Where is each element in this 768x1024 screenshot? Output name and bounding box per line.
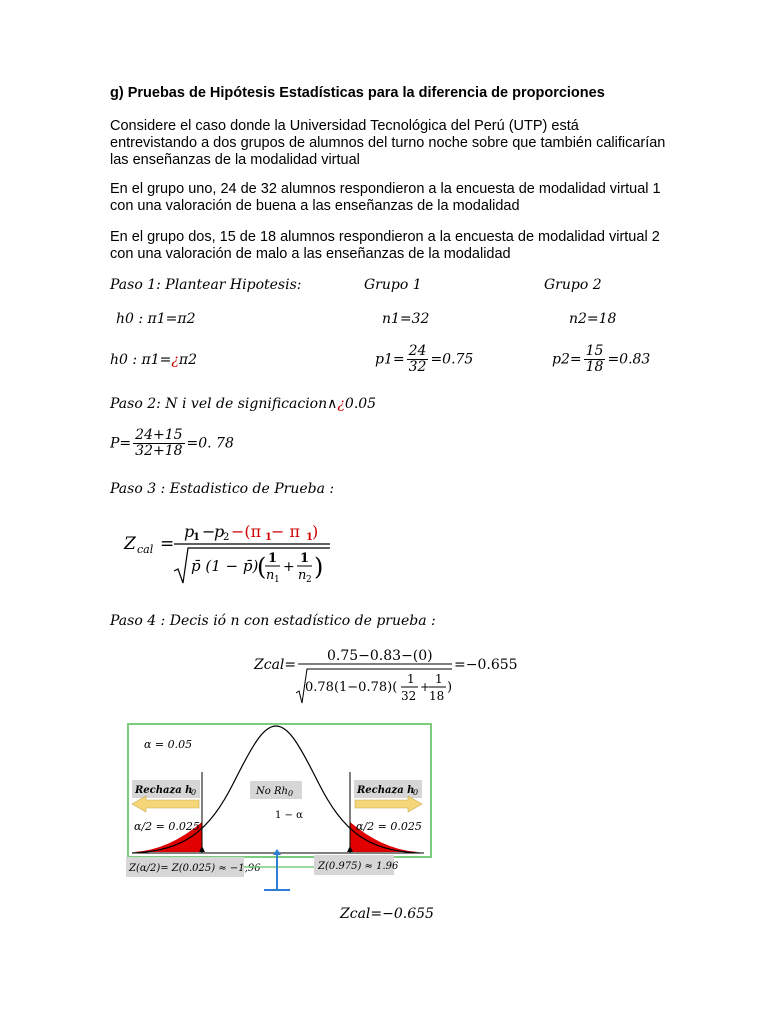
formula-paren-open: ( [257,553,267,581]
group2-line: En el grupo dos, 15 de 18 alumnos respondieron a la encuesta de modalidad virtual 2 [110,229,660,245]
paso1-label: Paso 1: Plantear Hipotesis: [110,277,302,293]
calc-f2-num: 1 [435,672,443,686]
paso2-symbol: ¿ [337,396,345,412]
pooled-numerator: 24+15 [135,427,183,443]
formula-one-a: 1 [268,551,278,566]
intro-line: entrevistando a dos grupos de alumnos del turno noche sobre que también calificarían [110,135,666,151]
calc-den-post: ) [447,680,453,695]
normal-distribution-figure [124,722,434,892]
paso2-right: 0.05 [344,396,377,412]
formula-red-sub2: 1 [306,532,313,543]
p1-equation [375,344,473,375]
p2-lhs: p2= [552,351,582,368]
alt-hypothesis [110,352,197,368]
reject-right-label: Rechaza h [357,785,415,796]
pooled-proportion [110,428,234,459]
group1-line: con una valoración de buena a las enseñanzas de la modalidad [110,198,520,214]
p2-denominator: 18 [585,359,604,375]
p1-rhs: =0.75 [430,351,474,368]
formula-p1: p [184,522,195,541]
no-reject-label: No Rh [256,786,288,797]
calc-f2-den: 18 [429,689,445,703]
pooled-rhs: =0. 78 [186,435,234,452]
calc-lhs: Zcal= [254,657,297,673]
calc-f1-den: 32 [401,689,417,703]
alt-hypothesis-right: π2 [178,352,198,368]
formula-n2: n [298,568,307,583]
intro-paragraph [110,118,670,169]
n2-value: n2=18 [569,311,617,327]
formula-one-b: 1 [300,551,310,566]
reject-left-label: Rechaza h [135,785,193,796]
pooled-lhs: P= [110,435,132,452]
z-right-label: Z(0.975) ≈ 1.96 [318,861,399,872]
formula-red-close: ) [312,522,319,541]
group1-line: En el grupo uno, 24 de 32 alumnos respondieron a la encuesta de modalidad virtual 1 [110,181,661,197]
formula-z-sub: cal [137,543,154,556]
formula-minus: − [202,522,216,541]
intro-line: las enseñanzas de la modalidad virtual [110,152,360,168]
formula-n1-sub: 1 [274,575,280,585]
paso2-left: Paso 2: N i vel de significacion∧ [110,396,338,412]
no-reject-sub: 0 [288,789,294,798]
alpha-half-left: α/2 = 0.025 [134,820,200,833]
group2-paragraph [110,229,670,263]
formula-red-sub1: 1 [265,532,272,543]
formula-red-open: −(π [231,522,262,541]
formula-p2: p [214,522,225,541]
formula-n2-sub: 2 [306,575,312,585]
p2-equation [552,344,650,375]
pooled-denominator: 32+18 [135,443,183,459]
formula-paren-close: ) [314,553,324,581]
formula-n1: n [266,568,275,583]
z-calculation [252,645,522,707]
reject-left-sub: 0 [191,788,197,797]
calc-plus: + [420,680,431,694]
alpha-half-right: α/2 = 0.025 [356,820,422,833]
p2-rhs: =0.83 [607,351,651,368]
section-title: g) Pruebas de Hipótesis Estadísticas para la diferencia de proporciones [110,85,605,101]
calc-den-pre: 0.78(1−0.78)( [305,680,398,695]
formula-den-text: p̄ (1 − p̄) [191,557,259,575]
intro-line: Considere el caso donde la Universidad Tecnológica del Perú (UTP) está [110,118,579,134]
null-hypothesis: h0 : π1=π2 [116,311,196,327]
alpha-label: α = 0.05 [144,738,193,751]
group2-line: con una valoración de malo a las enseñanzas de la modalidad [110,246,511,262]
paso4-label: Paso 4 : Decis ió n con estadístico de prueba : [110,613,436,629]
alt-hypothesis-left: h0 : π1= [110,352,172,368]
formula-plus: + [283,559,295,575]
grupo2-label: Grupo 2 [544,277,602,293]
p1-denominator: 32 [408,359,427,375]
p2-numerator: 15 [585,343,604,359]
reject-right-sub: 0 [413,788,419,797]
grupo1-label: Grupo 1 [364,277,422,293]
formula-eq: = [160,534,175,554]
calc-rhs: =−0.655 [454,657,518,673]
z-left-label: Z(α/2)= Z(0.025) ≈ −1,96 [129,863,261,874]
formula-p2-sub: 2 [223,532,230,543]
formula-red-mid: − π [271,522,301,541]
alt-hypothesis-symbol: ¿ [171,352,179,368]
calc-numerator: 0.75−0.83−(0) [327,648,433,664]
group1-paragraph [110,181,670,215]
p1-numerator: 24 [408,343,427,359]
one-minus-alpha: 1 − α [275,810,303,821]
formula-z: Z [124,534,136,554]
paso3-label: Paso 3 : Estadistico de Prueba : [110,481,335,497]
paso2-label [110,396,376,412]
formula-p1-sub: 1 [193,532,200,543]
final-result: Zcal=−0.655 [340,906,434,922]
n1-value: n1=32 [382,311,430,327]
calc-f1-num: 1 [407,672,415,686]
p1-lhs: p1= [375,351,405,368]
z-statistic-formula [118,515,348,587]
